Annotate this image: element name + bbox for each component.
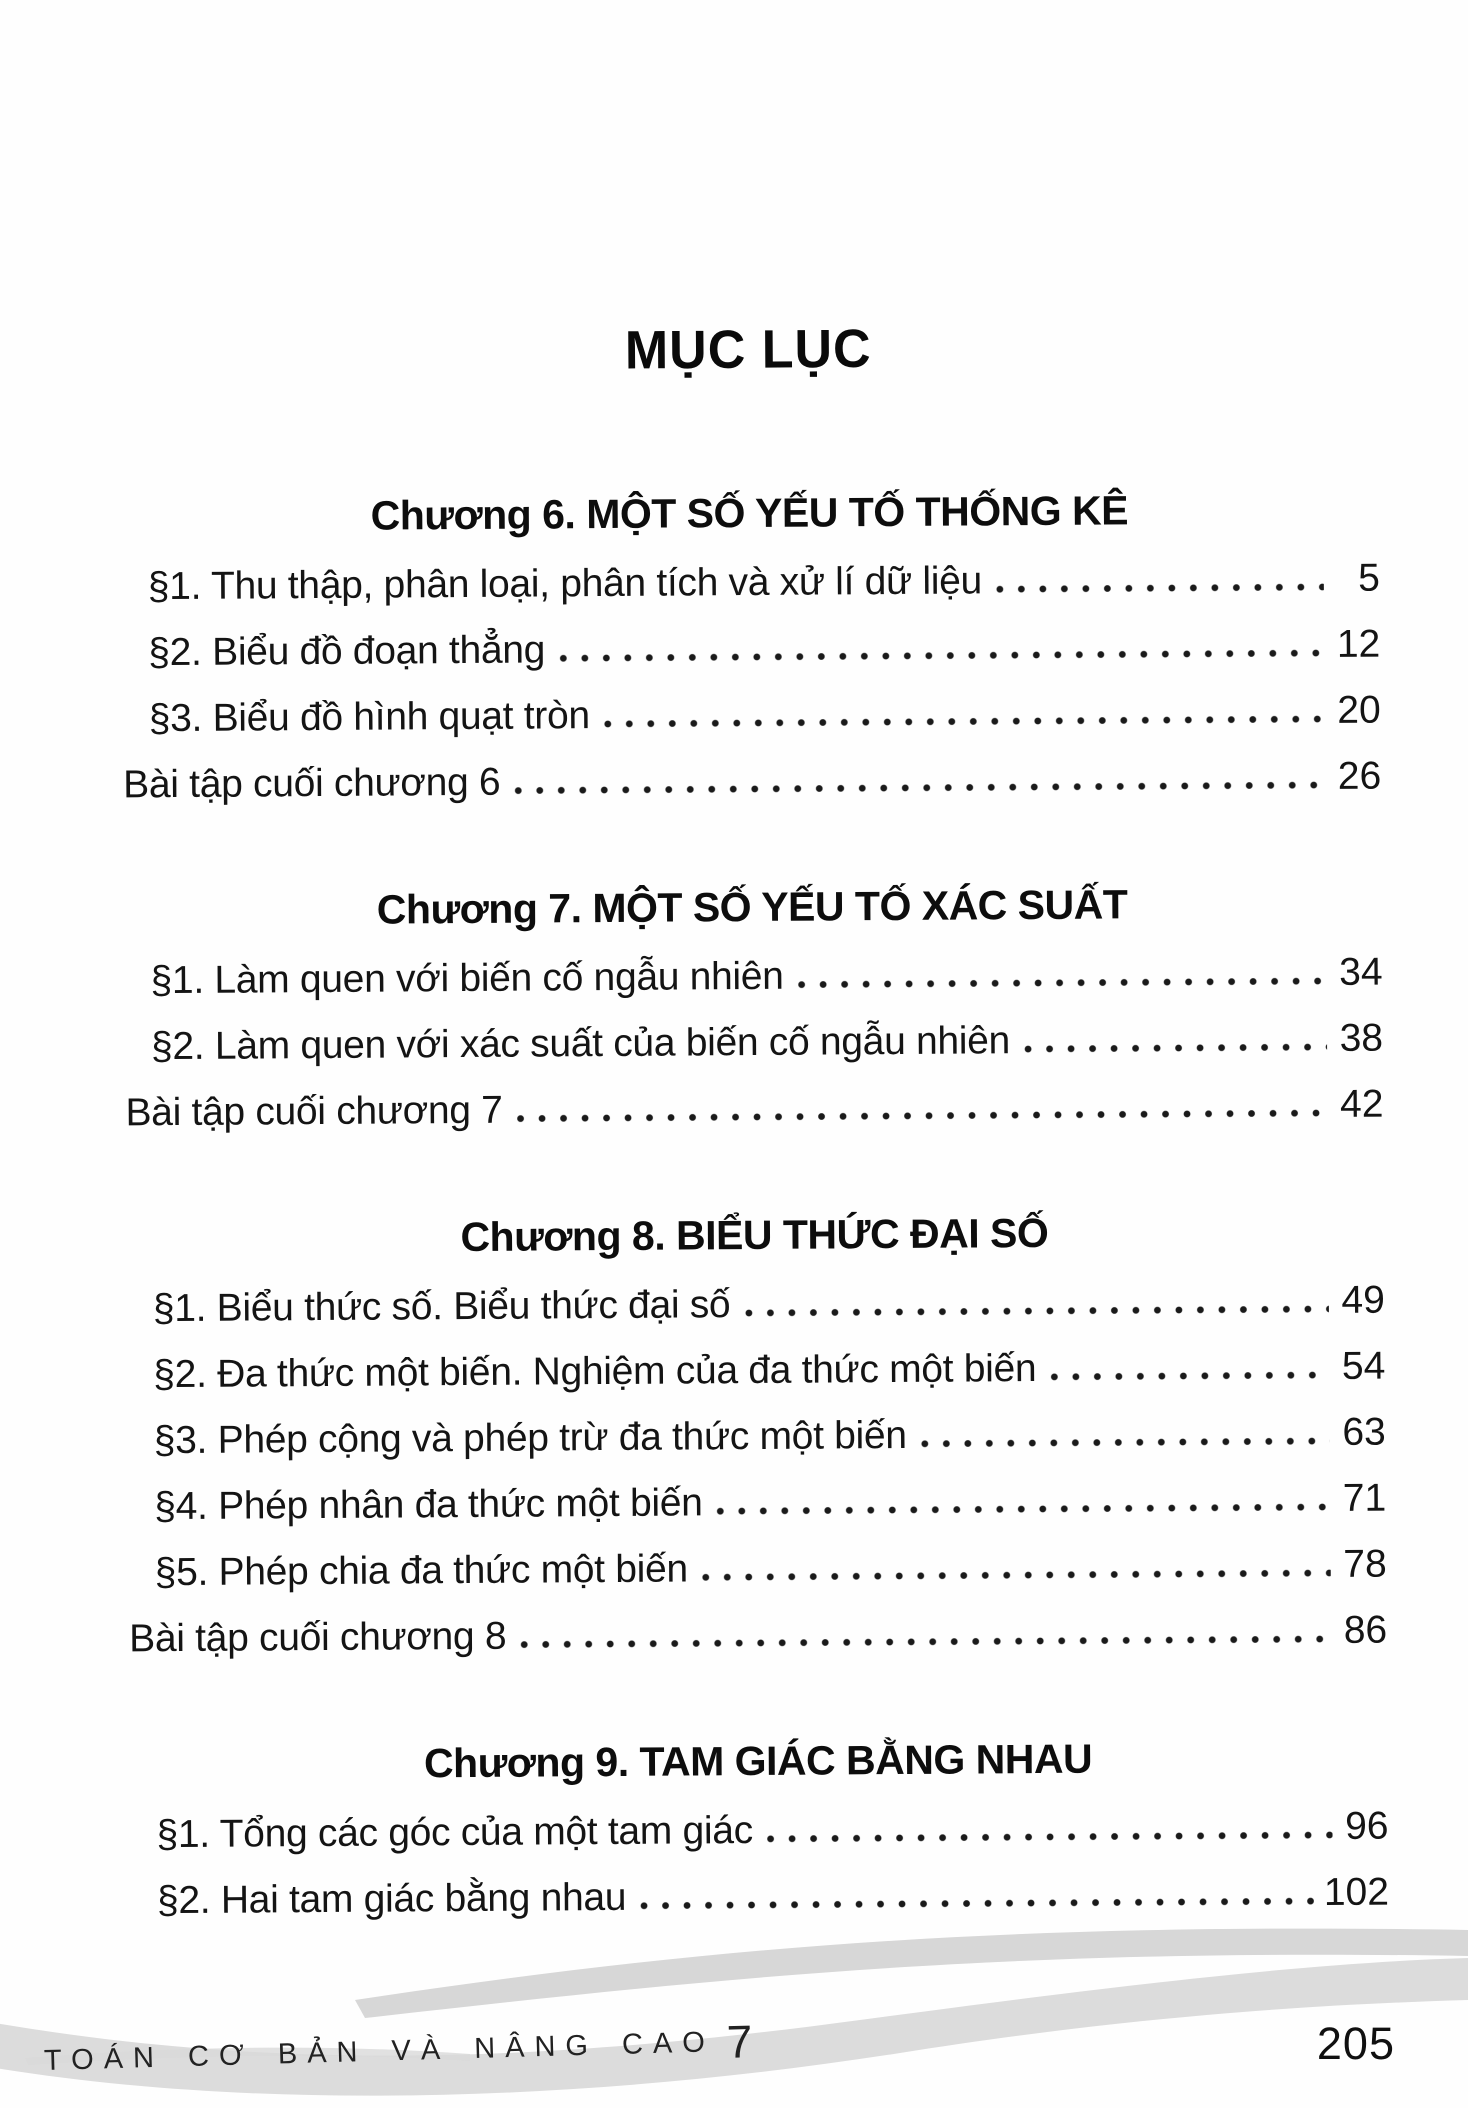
- toc-entry: [122, 940, 1382, 1015]
- entry-page-number: 96: [1344, 1804, 1389, 1848]
- toc-entry: [126, 1400, 1386, 1475]
- page-number: 205: [1316, 2018, 1395, 2069]
- entry-label: §1. Làm quen với biến cố ngẫu nhiên: [150, 954, 784, 1003]
- dot-leader: [919, 1435, 1330, 1450]
- toc-entry: [123, 1006, 1383, 1081]
- dot-leader: [1048, 1369, 1329, 1383]
- toc-entry: [126, 1466, 1386, 1541]
- dot-leader: [557, 647, 1324, 664]
- toc-chapter: [128, 1732, 1389, 1935]
- entry-page-number: 63: [1342, 1410, 1386, 1454]
- toc-entry: [125, 1334, 1385, 1409]
- entry-label: §3. Phép cộng và phép trừ đa thức một biến: [153, 1413, 907, 1463]
- entry-label: §1. Thu thập, phân loại, phân tích và xử lí dữ liệu: [147, 559, 983, 609]
- chapter-heading: Chương 8. BIỂU THỨC ĐẠI SỐ: [460, 1209, 1049, 1261]
- entry-label: Bài tập cuối chương 7: [125, 1088, 503, 1135]
- entry-label: §1. Tổng các góc của một tam giác: [156, 1809, 754, 1857]
- chapter-heading: Chương 6. MỘT SỐ YẾU TỐ THỐNG KÊ: [370, 487, 1129, 539]
- dot-leader: [994, 581, 1324, 595]
- chapter-heading: Chương 9. TAM GIÁC BẰNG NHAU: [423, 1735, 1093, 1787]
- entry-label: §2. Hai tam giác bằng nhau: [156, 1875, 627, 1923]
- chapter-entries: [122, 940, 1383, 1147]
- dot-leader: [765, 1829, 1333, 1845]
- toc-entry: [128, 1794, 1388, 1869]
- dot-leader: [715, 1501, 1331, 1517]
- entry-label: §2. Biểu đồ đoạn thẳng: [148, 628, 546, 675]
- entry-page-number: 49: [1341, 1278, 1385, 1322]
- entry-page-number: 5: [1357, 556, 1380, 600]
- entry-label: Bài tập cuối chương 8: [129, 1614, 507, 1661]
- toc-entry: [121, 678, 1381, 753]
- entry-page-number: 12: [1336, 622, 1381, 666]
- dot-leader: [518, 1633, 1331, 1651]
- footer-series-text: TOÁN CƠ BẢN VÀ NÂNG CAO: [43, 2026, 716, 2077]
- entry-label: §2. Đa thức một biến. Nghiệm của đa thức một biến: [153, 1347, 1037, 1397]
- dot-leader: [602, 713, 1325, 730]
- toc-entry: [121, 744, 1381, 819]
- entry-label: §3. Biểu đồ hình quạt tròn: [148, 694, 590, 741]
- toc-entry: [120, 612, 1380, 687]
- toc-chapter: [124, 1206, 1387, 1673]
- entry-page-number: 54: [1341, 1344, 1386, 1388]
- entry-label: §1. Biểu thức số. Biểu thức đại số: [152, 1283, 731, 1331]
- toc-entry: [126, 1532, 1386, 1607]
- toc-entry: [125, 1268, 1385, 1343]
- entry-page-number: 78: [1343, 1542, 1387, 1586]
- dot-leader: [796, 975, 1327, 991]
- toc-chapter: [119, 484, 1381, 819]
- entry-page-number: 38: [1339, 1016, 1384, 1060]
- toc-entry: [120, 546, 1380, 621]
- toc-chapter: [122, 878, 1384, 1147]
- dot-leader: [700, 1567, 1331, 1583]
- dot-leader: [742, 1303, 1329, 1319]
- entry-label: §4. Phép nhân đa thức một biến: [154, 1481, 703, 1529]
- entry-label: §5. Phép chia đa thức một biến: [154, 1547, 688, 1595]
- entry-page-number: 34: [1339, 950, 1383, 994]
- entry-page-number: 26: [1337, 754, 1382, 798]
- entry-page-number: 102: [1323, 1870, 1390, 1915]
- toc-entry: [127, 1598, 1387, 1673]
- toc-entry: [123, 1072, 1383, 1147]
- entry-page-number: 42: [1339, 1082, 1384, 1126]
- entry-label: §2. Làm quen với xác suất của biến cố ngẫu nhiên: [150, 1019, 1011, 1069]
- entry-page-number: 20: [1337, 688, 1381, 732]
- dot-leader: [512, 779, 1325, 797]
- dot-leader: [515, 1107, 1328, 1125]
- chapter-entries: [120, 546, 1382, 819]
- chapter-entries: [125, 1268, 1388, 1673]
- table-of-contents: [118, 318, 1389, 1935]
- footer-grade-number: 7: [726, 2015, 754, 2068]
- chapter-heading: Chương 7. MỘT SỐ YẾU TỐ XÁC SUẤT: [376, 881, 1128, 933]
- entry-page-number: 71: [1342, 1476, 1387, 1520]
- dot-leader: [1022, 1041, 1327, 1055]
- entry-page-number: 86: [1343, 1608, 1388, 1652]
- page-title: MỤC LỤC: [624, 318, 872, 382]
- entry-label: Bài tập cuối chương 6: [123, 760, 501, 807]
